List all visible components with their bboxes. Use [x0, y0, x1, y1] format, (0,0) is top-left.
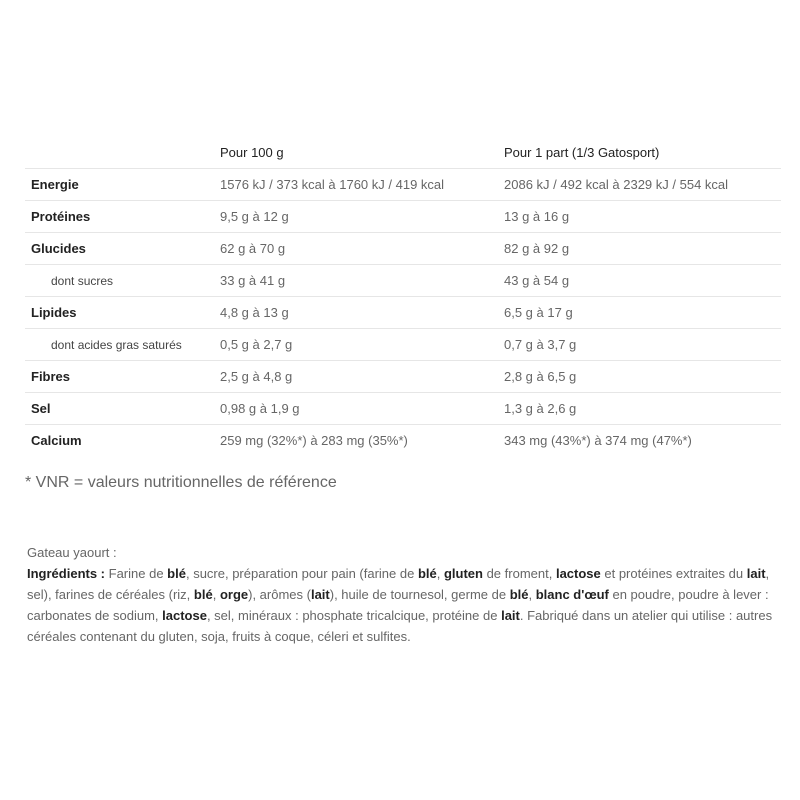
value-per-100g: 62 g à 70 g — [220, 233, 504, 265]
ingredient-text: , sel, minéraux : phosphate tricalcique, protéine de — [206, 608, 502, 623]
value-per-100g: 2,5 g à 4,8 g — [220, 361, 504, 393]
value-per-100g: 0,98 g à 1,9 g — [220, 393, 504, 425]
value-per-part: 2086 kJ / 492 kcal à 2329 kJ / 554 kcal — [504, 169, 781, 201]
nutrient-label: Protéines — [25, 201, 220, 233]
nutrient-label: Glucides — [25, 233, 220, 265]
table-row — [25, 329, 781, 361]
ingredient-text: , sel), farines de céréales (riz, — [27, 566, 770, 602]
nutrient-label: dont acides gras saturés — [25, 329, 220, 361]
allergen-text: lait — [310, 587, 330, 602]
value-per-part: 343 mg (43%*) à 374 mg (47%*) — [504, 433, 692, 448]
allergen-text: gluten — [443, 566, 483, 581]
table-row — [25, 169, 781, 201]
ingredient-text: Farine de — [105, 566, 168, 581]
header-per-part: Pour 1 part (1/3 Gatosport) — [504, 137, 781, 169]
table-row — [25, 393, 781, 425]
ingredients-text — [27, 566, 772, 644]
allergen-text: blé — [167, 566, 186, 581]
ingredient-text: et protéines extraites du — [600, 566, 747, 581]
value-per-part: 2,8 g à 6,5 g — [504, 361, 781, 393]
ingredient-text: , — [528, 587, 536, 602]
table-row — [25, 361, 781, 393]
allergen-text: lait — [501, 608, 520, 623]
nutrition-table — [25, 137, 781, 456]
value-per-part: 6,5 g à 17 g — [504, 297, 781, 329]
ingredient-text: , sucre, préparation pour pain (farine de — [185, 566, 418, 581]
nutrient-label: Calcium — [31, 433, 82, 448]
product-name: Gateau yaourt : — [27, 545, 117, 560]
value-per-100g: 1576 kJ / 373 kcal à 1760 kJ / 419 kcal — [220, 169, 504, 201]
value-per-part: 1,3 g à 2,6 g — [504, 393, 781, 425]
nutrient-label: dont sucres — [25, 265, 220, 297]
allergen-text: orge — [219, 587, 249, 602]
nutrition-table-body — [25, 169, 781, 457]
allergen-text: blé — [417, 566, 437, 581]
ingredients-heading: Ingrédients : — [27, 566, 106, 581]
table-row — [25, 297, 781, 329]
value-per-100g: 4,8 g à 13 g — [220, 297, 504, 329]
allergen-text: lactose — [555, 566, 601, 581]
value-per-part: 13 g à 16 g — [504, 201, 781, 233]
vnr-footnote: * VNR = valeurs nutritionnelles de référence — [25, 474, 337, 491]
ingredient-text: en poudre, poudre à lever : carbonates de sodium, — [27, 587, 769, 623]
table-row — [25, 425, 781, 457]
value-per-100g: 0,5 g à 2,7 g — [220, 329, 504, 361]
nutrient-label: Energie — [25, 169, 220, 201]
ingredient-text: ), huile de tournesol, germe de — [329, 587, 510, 602]
nutrient-label: Sel — [25, 393, 220, 425]
allergen-text: blé — [509, 587, 529, 602]
value-per-part: 0,7 g à 3,7 g — [504, 329, 781, 361]
value-per-100g: 33 g à 41 g — [220, 265, 504, 297]
allergen-text: blanc d'œuf — [535, 587, 609, 602]
value-per-100g: 9,5 g à 12 g — [220, 201, 504, 233]
header-per-100g: Pour 100 g — [220, 137, 504, 169]
nutrient-label: Fibres — [25, 361, 220, 393]
allergen-text: blé — [193, 587, 213, 602]
table-header-row — [25, 137, 781, 169]
table-row — [25, 201, 781, 233]
value-per-100g: 259 mg (32%*) à 283 mg (35%*) — [220, 433, 408, 448]
nutrient-label: Lipides — [25, 297, 220, 329]
value-per-part: 43 g à 54 g — [504, 265, 781, 297]
header-empty — [25, 137, 220, 169]
allergen-text: lactose — [162, 608, 207, 623]
value-per-part: 82 g à 92 g — [504, 233, 781, 265]
ingredient-text: . Fabriqué dans un atelier qui utilise : autres céréales contenant du gluten, soja, fruits à coque, céleri et sulfites. — [27, 608, 773, 644]
ingredient-text: ), arômes ( — [248, 587, 311, 602]
table-row — [25, 233, 781, 265]
ingredient-text: , — [436, 566, 444, 581]
ingredient-text: , — [212, 587, 220, 602]
ingredient-text: de froment, — [482, 566, 556, 581]
table-row — [25, 265, 781, 297]
ingredients-block — [27, 542, 787, 647]
allergen-text: lait — [746, 566, 766, 581]
